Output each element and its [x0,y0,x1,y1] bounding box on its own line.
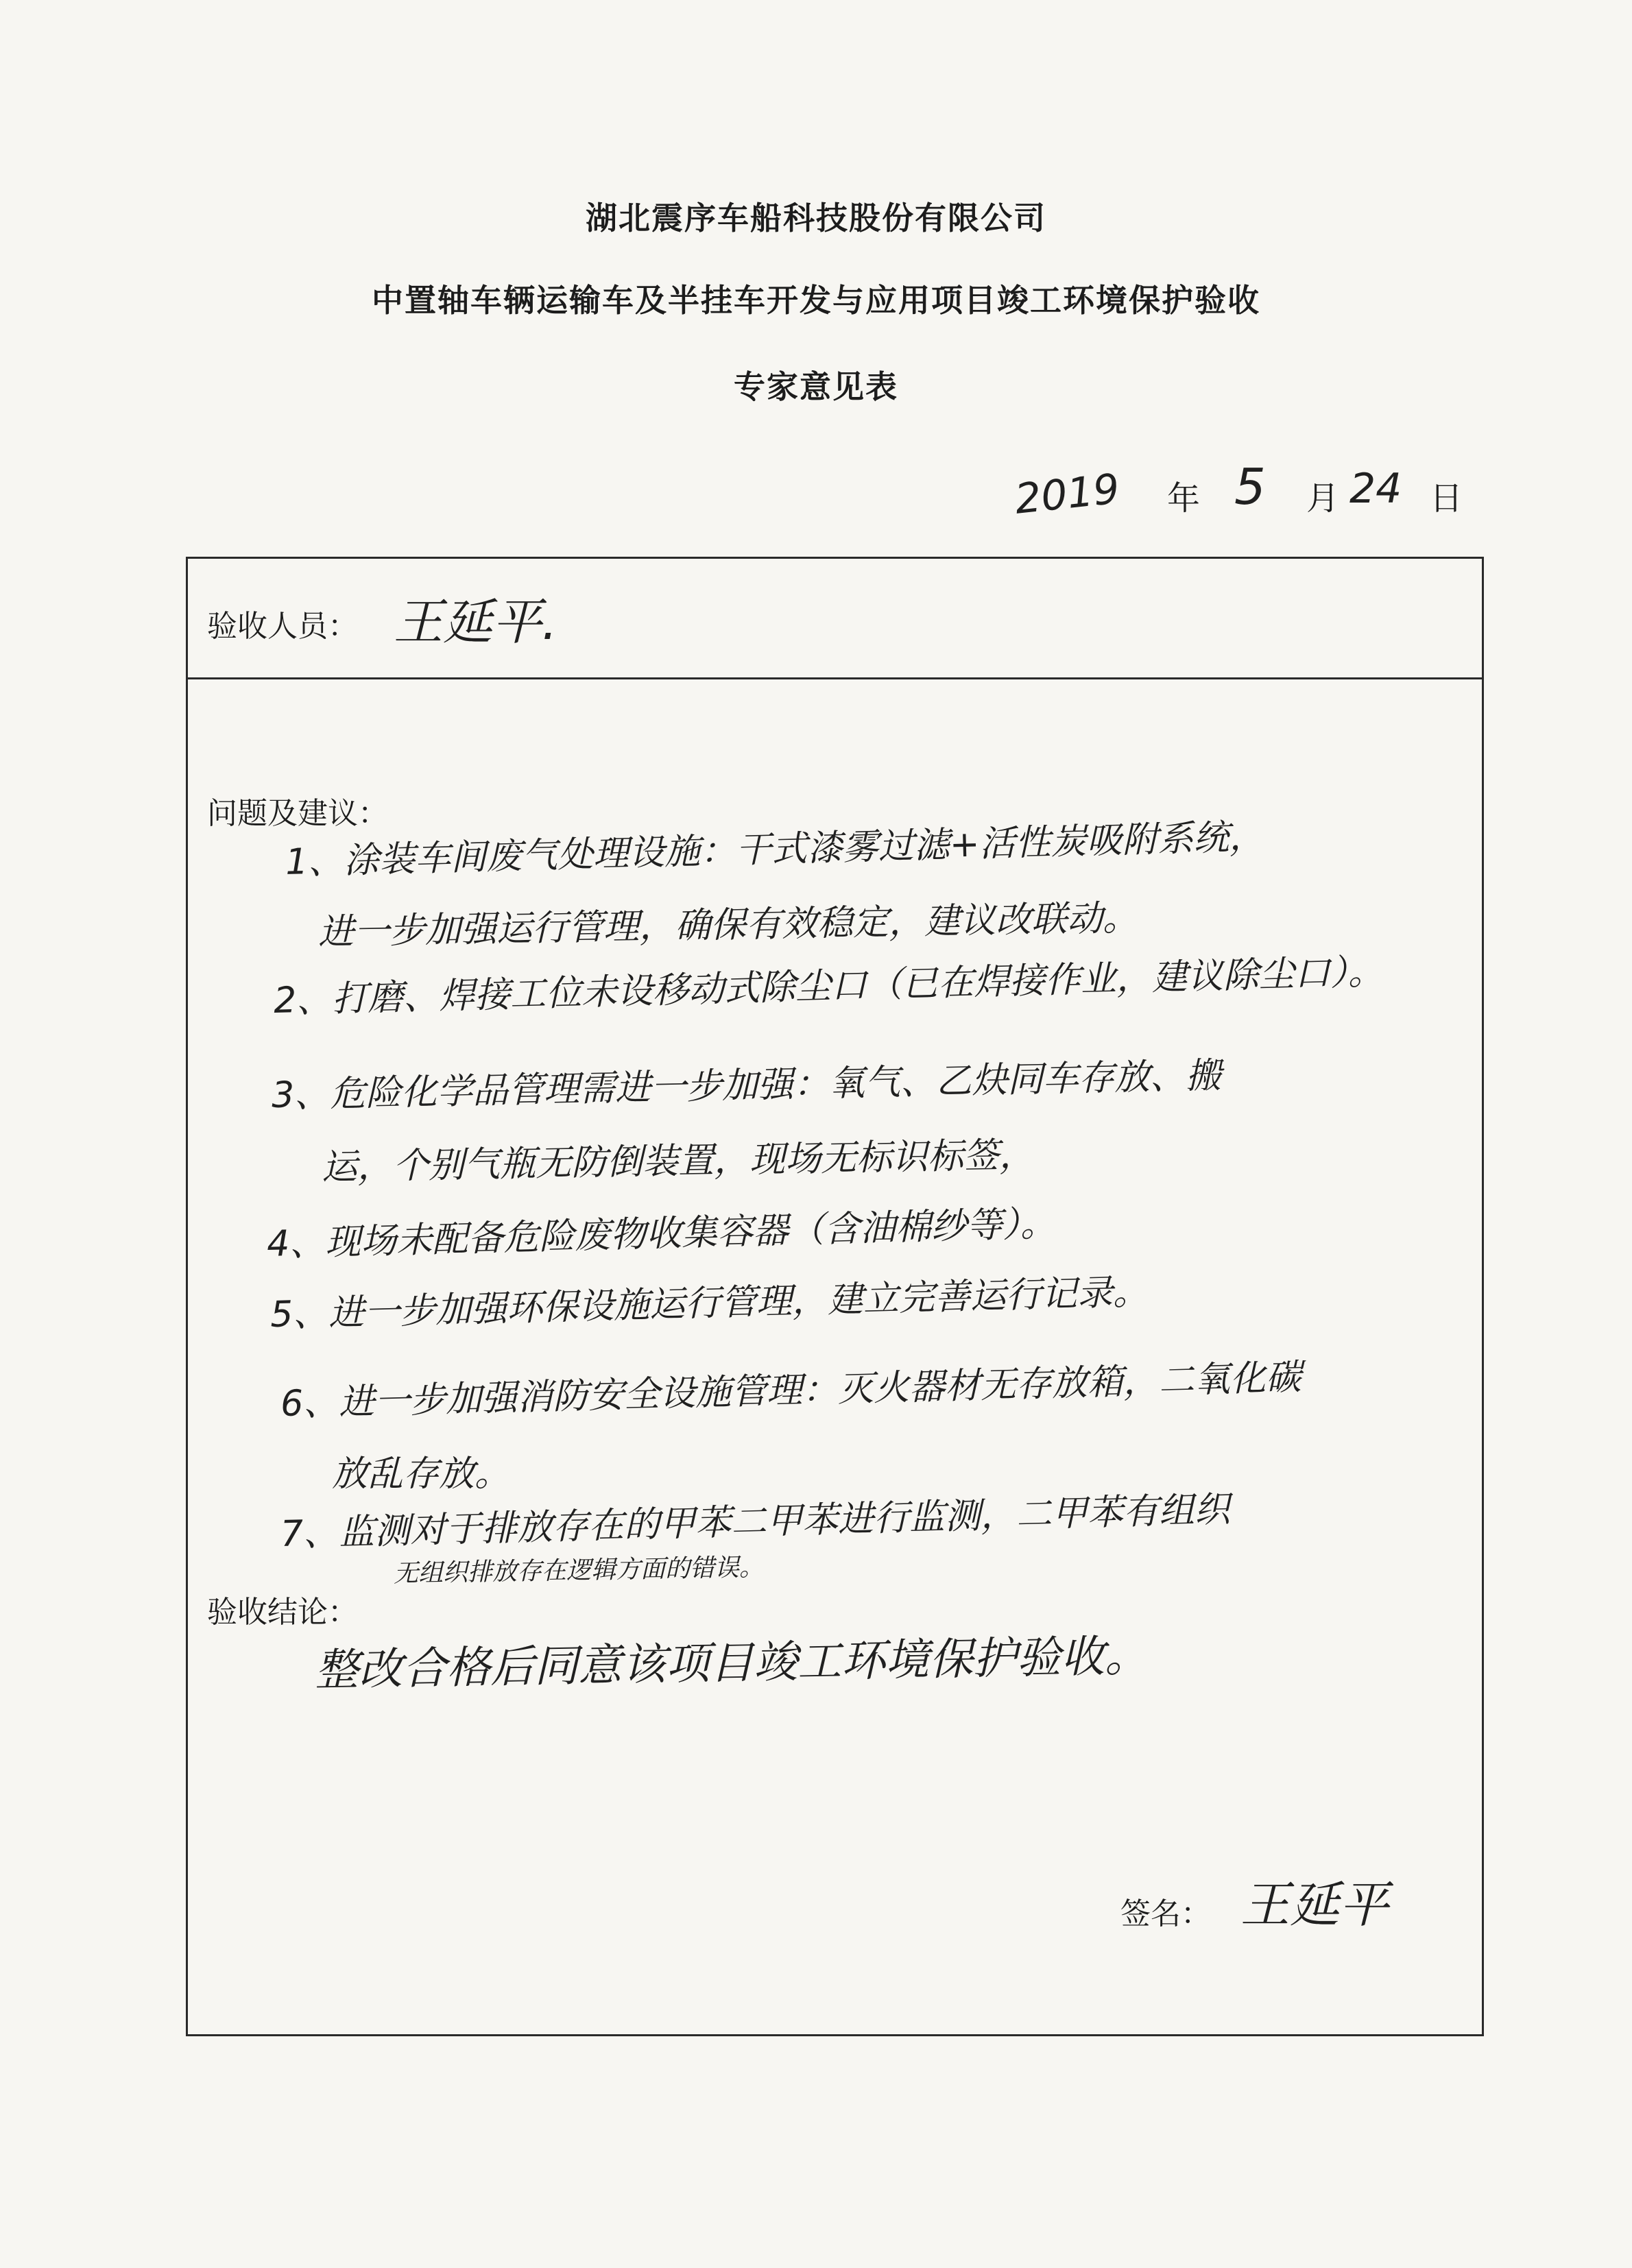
issues-label: 问题及建议： [207,796,388,831]
project-title: 中置轴车辆运输车及半挂车开发与应用项目竣工环境保护验收 [372,282,1260,319]
date-day: 24 [1349,465,1402,513]
conclusion-text: 整改合格后同意该项目竣工环境保护验收。 [314,1630,1149,1696]
date-day-label: 日 [1430,479,1463,518]
conclusion-label: 验收结论： [207,1595,358,1630]
issue-line: 4、现场未配备危险废物收集容器（含油棉纱等）。 [266,1203,1057,1265]
inspector-label: 验收人员： [207,609,358,644]
inspector-name: 王延平. [394,593,557,651]
date-month-label: 月 [1306,479,1340,518]
date-year: 2019 [1012,465,1122,524]
form-title: 专家意见表 [734,368,898,405]
issue-line: 5、进一步加强环保设施运行管理，建立完善运行记录。 [269,1271,1149,1336]
issue-line: 运，个别气瓶无防倒装置，现场无标识标签， [321,1134,1035,1188]
date-month: 5 [1234,458,1266,516]
date-row [987,458,1481,524]
issue-line: 3、危险化学品管理需进一步加强：氧气、乙炔同车存放、搬 [271,1054,1222,1116]
issue-line: 6、进一步加强消防安全设施管理：灭火器材无存放箱，二氧化碳 [280,1357,1302,1425]
issue-line: 进一步加强运行管理，确保有效稳定，建议改联动。 [317,897,1139,953]
issue-line: 1、涂装车间废气处理设施：干式漆雾过滤+活性炭吸附系统， [285,816,1266,883]
issue-line: 7、监测对于排放存在的甲苯二甲苯进行监测，二甲苯有组织 [280,1488,1231,1555]
form-divider [188,677,1482,679]
issue-line: 放乱存放。 [332,1453,511,1495]
date-year-label: 年 [1167,479,1201,518]
signature-label: 签名： [1120,1896,1211,1931]
issue-line: 2、打磨、焊接工位未设移动式除尘口（已在焊接作业，建议除尘口）。 [273,951,1384,1022]
issue-line: 无组织排放存在逻辑方面的错误。 [393,1553,765,1588]
company-title: 湖北震序车船科技股份有限公司 [586,200,1046,237]
opinion-form [186,557,1484,2036]
signature-name: 王延平 [1240,1876,1389,1933]
